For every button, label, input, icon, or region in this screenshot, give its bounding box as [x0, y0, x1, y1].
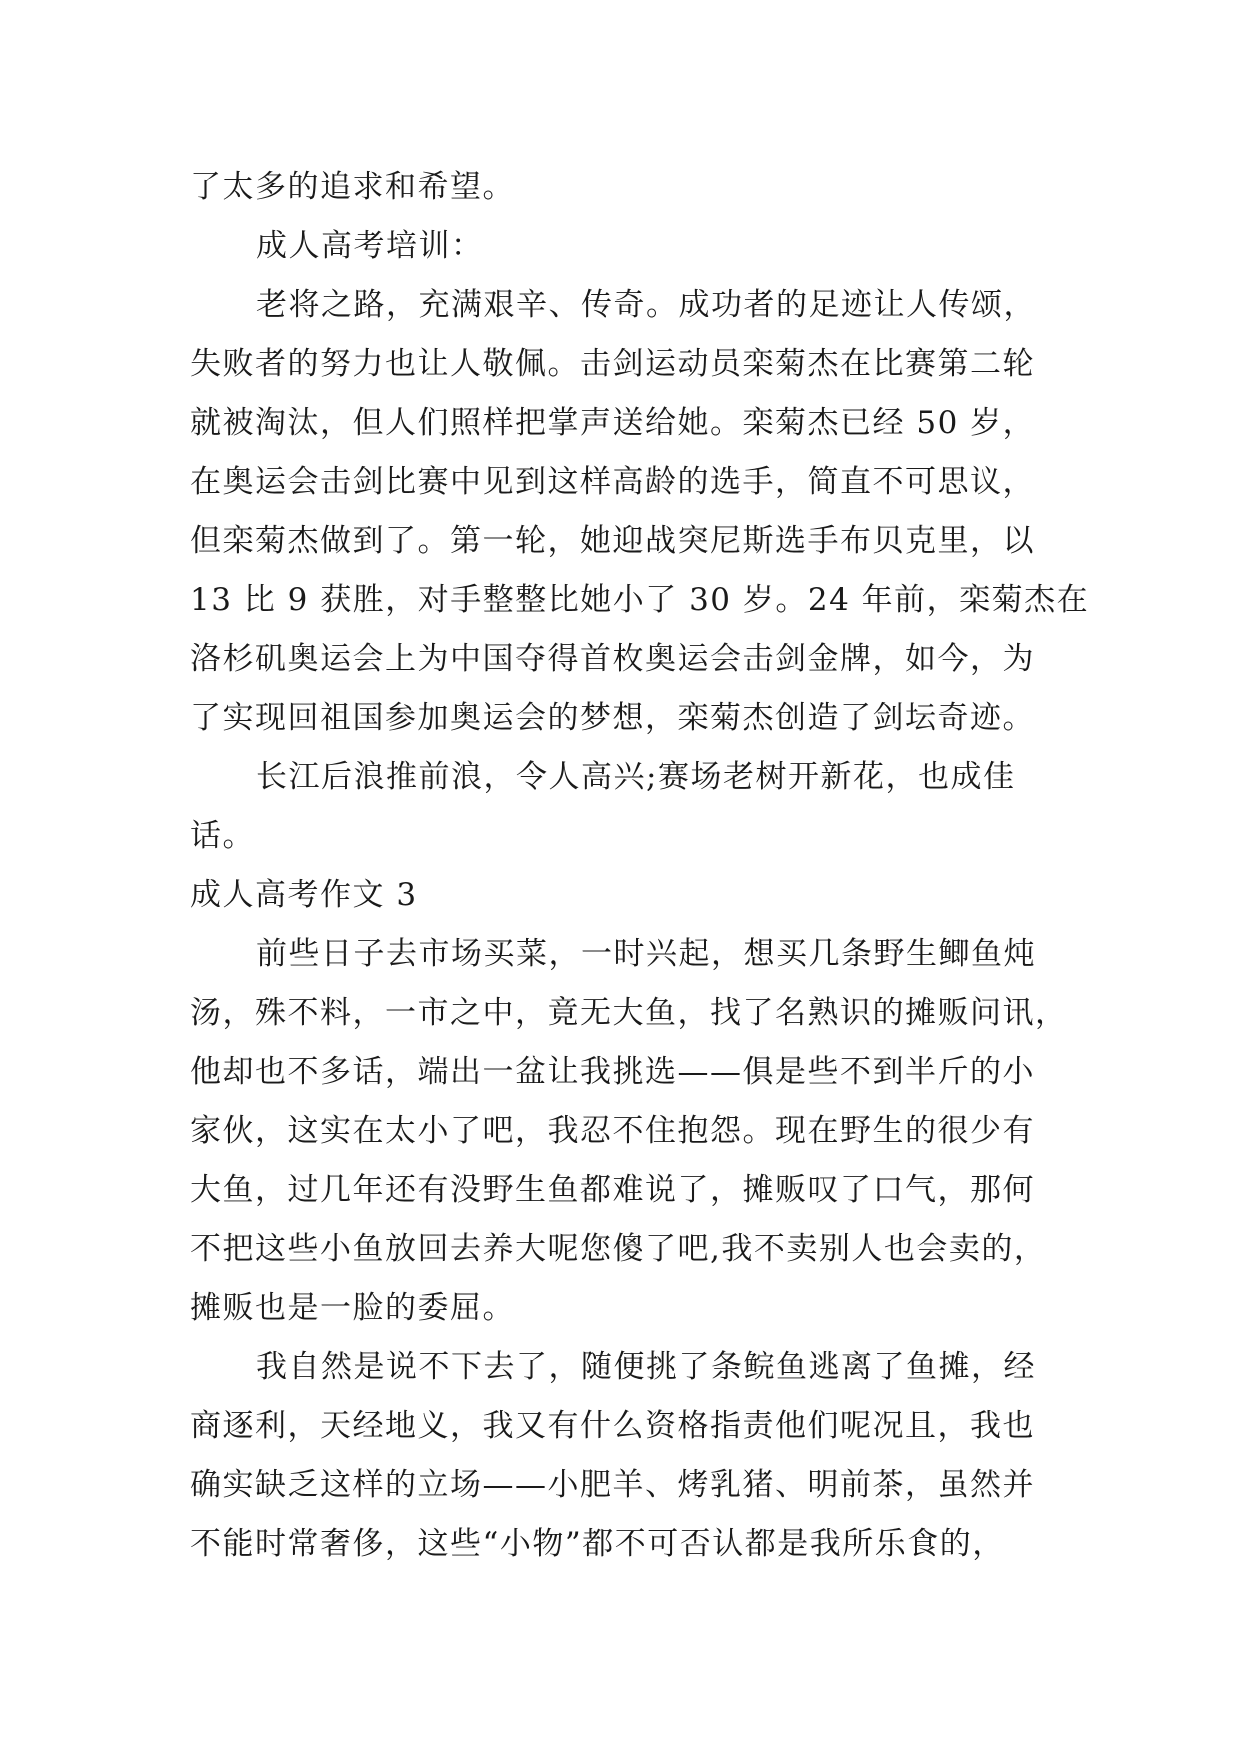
paragraph-line: 不把这些小鱼放回去养大呢您傻了吧,我不卖别人也会卖的，: [190, 1231, 1047, 1267]
paragraph-line: 不能时常奢侈，这些“小物”都不可否认都是我所乐食的，: [190, 1526, 1005, 1562]
essay-title: 成人高考作文 3: [190, 877, 418, 913]
paragraph-line: 大鱼，过几年还有没野生鱼都难说了，摊贩叹了口气，那何: [190, 1172, 1035, 1208]
paragraph-line: 长江后浪推前浪，令人高兴;赛场老树开新花，也成佳: [256, 759, 1016, 795]
paragraph-line: 家伙，这实在太小了吧，我忍不住抱怨。现在野生的很少有: [190, 1113, 1035, 1149]
paragraph-line: 了实现回祖国参加奥运会的梦想，栾菊杰创造了剑坛奇迹。: [190, 700, 1035, 736]
paragraph-line: 商逐利，天经地义，我又有什么资格指责他们呢况且，我也: [190, 1408, 1035, 1444]
paragraph-line: 确实缺乏这样的立场——小肥羊、烤乳猪、明前茶，虽然并: [190, 1467, 1035, 1503]
paragraph-line: 但栾菊杰做到了。第一轮，她迎战突尼斯选手布贝克里，以: [190, 523, 1035, 559]
paragraph-line: 话。: [190, 818, 255, 854]
text-line: 了太多的追求和希望。: [190, 169, 515, 205]
paragraph-line: 老将之路，充满艰辛、传奇。成功者的足迹让人传颂，: [256, 287, 1036, 323]
paragraph-line: 在奥运会击剑比赛中见到这样高龄的选手，简直不可思议，: [190, 464, 1035, 500]
paragraph-line: 他却也不多话，端出一盆让我挑选——俱是些不到半斤的小: [190, 1054, 1035, 1090]
paragraph-line: 前些日子去市场买菜，一时兴起，想买几条野生鲫鱼炖: [256, 936, 1036, 972]
paragraph-line: 13 比 9 获胜，对手整整比她小了 30 岁。24 年前，栾菊杰在: [190, 582, 1090, 618]
paragraph-line: 摊贩也是一脸的委屈。: [190, 1290, 515, 1326]
paragraph-line: 汤，殊不料，一市之中，竟无大鱼，找了名熟识的摊贩问讯，: [190, 995, 1068, 1031]
document-body: [190, 158, 1090, 1574]
paragraph-line: 我自然是说不下去了，随便挑了条鲩鱼逃离了鱼摊，经: [256, 1349, 1036, 1385]
paragraph-line: 就被淘汰，但人们照样把掌声送给她。栾菊杰已经 50 岁，: [190, 405, 1036, 441]
paragraph-line: 洛杉矶奥运会上为中国夺得首枚奥运会击剑金牌，如今，为: [190, 641, 1035, 677]
section-heading: 成人高考培训：: [256, 228, 484, 264]
paragraph-line: 失败者的努力也让人敬佩。击剑运动员栾菊杰在比赛第二轮: [190, 346, 1035, 382]
